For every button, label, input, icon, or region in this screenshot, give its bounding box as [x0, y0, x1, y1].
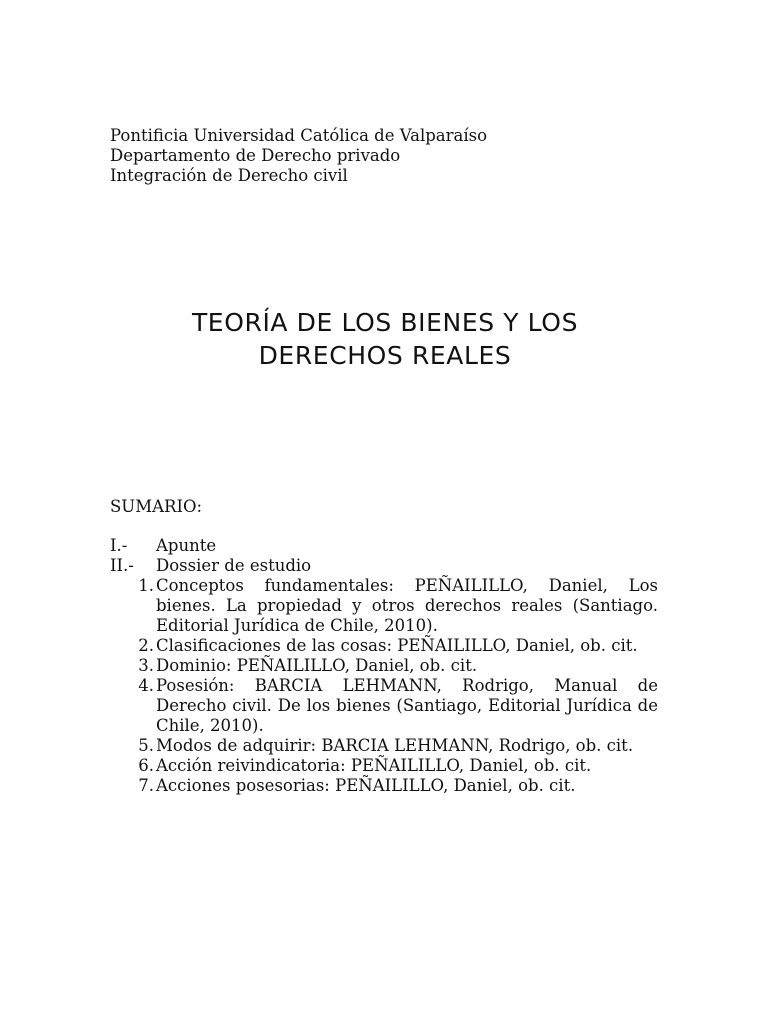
title-line-1: TEORÍA DE LOS BIENES Y LOS: [191, 308, 579, 337]
item-number: 7.: [138, 776, 154, 795]
document-title: [110, 306, 660, 372]
item-number: 4.: [138, 676, 154, 695]
item-number: 5.: [138, 736, 154, 755]
section-dossier: [110, 556, 670, 576]
list-item: [110, 776, 670, 796]
department-name: Departamento de Derecho privado: [110, 146, 401, 165]
section-label: Dossier de estudio: [156, 556, 312, 575]
item-text: Modos de adquirir: BARCIA LEHMANN, Rodrigo, ob. cit.: [156, 736, 634, 755]
item-text: Posesión: BARCIA LEHMANN, Rodrigo, Manual de Derecho civil. De los bienes (Santiago, Editorial Jurídica de Chile, 2010).: [156, 676, 658, 735]
list-item: [110, 736, 670, 756]
item-number: 6.: [138, 756, 154, 775]
item-text: Acciones posesorias: PEÑAILILLO, Daniel, ob. cit.: [156, 776, 576, 795]
list-item: [110, 676, 670, 736]
item-text: Acción reivindicatoria: PEÑAILILLO, Daniel, ob. cit.: [156, 756, 592, 775]
sumario-label: SUMARIO:: [110, 497, 203, 516]
list-item: [110, 636, 670, 656]
list-item: [110, 576, 670, 636]
item-text: Clasificaciones de las cosas: PEÑAILILLO, Daniel, ob. cit.: [156, 636, 638, 655]
document-header: [110, 126, 670, 186]
section-number: I.-: [110, 536, 128, 555]
dossier-items: [110, 576, 670, 796]
item-number: 3.: [138, 656, 154, 675]
course-name: Integración de Derecho civil: [110, 166, 348, 185]
item-number: 2.: [138, 636, 154, 655]
title-line-2: DERECHOS REALES: [258, 341, 512, 370]
section-label: Apunte: [156, 536, 217, 555]
list-item: [110, 756, 670, 776]
table-of-contents: [110, 536, 670, 796]
section-apunte: [110, 536, 670, 556]
item-number: 1.: [138, 576, 154, 595]
institution-name: Pontificia Universidad Católica de Valparaíso: [110, 126, 488, 145]
list-item: [110, 656, 670, 676]
section-number: II.-: [110, 556, 134, 575]
item-text: Dominio: PEÑAILILLO, Daniel, ob. cit.: [156, 656, 478, 675]
item-text: Conceptos fundamentales: PEÑAILILLO, Daniel, Los bienes. La propiedad y otros derechos reales (Santiago. Editorial Jurídica de Chile, 2010).: [156, 576, 658, 635]
